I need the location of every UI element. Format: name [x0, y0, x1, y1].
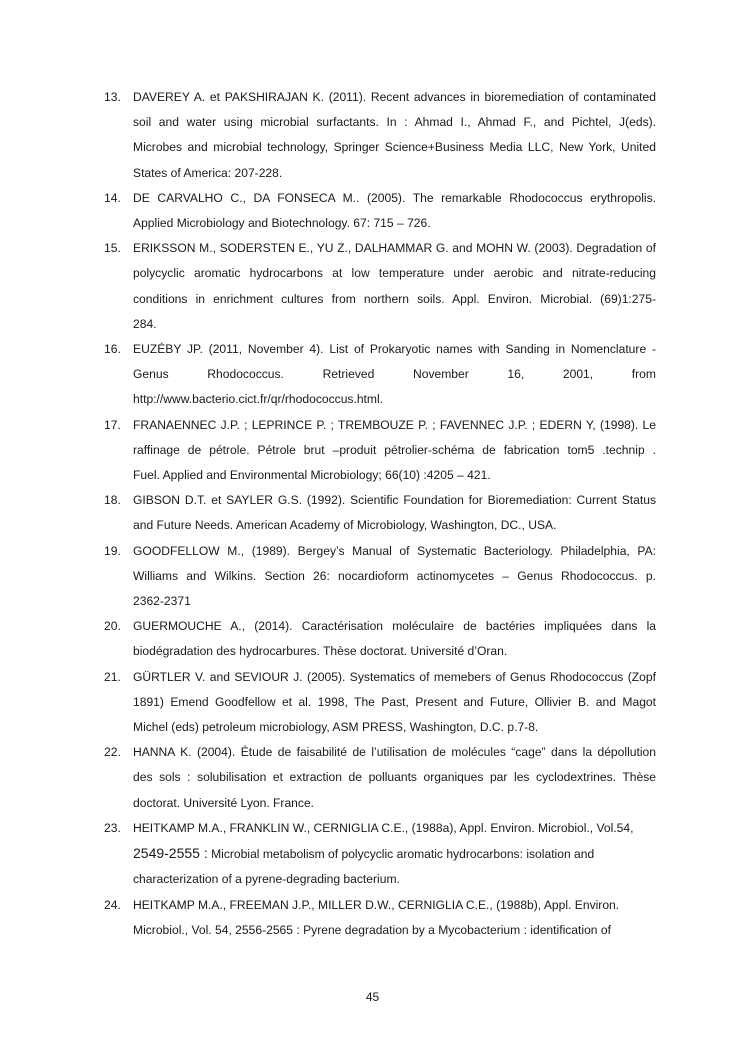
reference-line: HEITKAMP M.A., FRANKLIN W., CERNIGLIA C.E., (1988a), Appl. Environ. Microbiol., Vol.54,	[133, 820, 634, 835]
reference-line: doctorat. Université Lyon. France.	[133, 795, 315, 810]
reference-list	[104, 85, 656, 943]
reference-line: States of America: 207-228.	[133, 165, 283, 180]
reference-line: GOODFELLOW M., (1989). Bergey’s Manual of Systematic Bacteriology. Philadelphia, PA:	[133, 543, 656, 558]
reference-item	[104, 488, 656, 538]
reference-number: 17.	[104, 417, 121, 432]
reference-pages: 2549-2555 :	[133, 845, 208, 862]
reference-line: GÜRTLER V. and SEVIOUR J. (2005). Systematics of memebers of Genus Rhodococcus (Zopf	[133, 669, 656, 684]
reference-line: Fuel. Applied and Environmental Microbiology; 66(10) :4205 – 421.	[133, 468, 491, 483]
reference-number: 22.	[104, 745, 121, 760]
reference-line: soil and water using microbial surfactants. In : Ahmad I., Ahmad F., and Pichtel, J(eds).	[133, 115, 656, 130]
reference-line: FRANAENNEC J.P. ; LEPRINCE P. ; TREMBOUZE P. ; FAVENNEC J.P. ; EDERN Y, (1998). Le	[133, 417, 656, 432]
reference-line: Microbes and microbial technology, Springer Science+Business Media LLC, New York, United	[133, 140, 656, 155]
reference-number: 16.	[104, 342, 121, 357]
reference-number: 18.	[104, 493, 121, 508]
reference-line: des sols : solubilisation et extraction de polluants organiques par les cyclodextrines. Thèse	[133, 770, 656, 785]
reference-line: HANNA K. (2004). Étude de faisabilité de l’utilisation de molécules “cage” dans la dépollution	[133, 745, 656, 760]
reference-line: and Future Needs. American Academy of Microbiology, Washington, DC., USA.	[133, 518, 557, 533]
reference-line: 2362-2371	[133, 594, 191, 609]
reference-number: 21.	[104, 669, 121, 684]
reference-line-text: Microbial metabolism of polycyclic aromatic hydrocarbons: isolation and	[207, 847, 595, 862]
page-number: 45	[365, 990, 380, 1004]
reference-line: characterization of a pyrene-degrading bacterium.	[133, 872, 400, 887]
reference-number: 19.	[104, 543, 121, 558]
reference-line: polycyclic aromatic hydrocarbons at low temperature under aerobic and nitrate-reducing	[133, 266, 656, 281]
reference-item	[104, 85, 656, 186]
reference-item	[104, 816, 656, 893]
reference-number: 15.	[104, 241, 121, 256]
reference-line: Microbiol., Vol. 54, 2556-2565 : Pyrene degradation by a Mycobacterium : identification of	[133, 922, 611, 937]
reference-line: EUZÉBY JP. (2011, November 4). List of Prokaryotic names with Sanding in Nomenclature -	[133, 342, 656, 357]
reference-line: http://www.bacterio.cict.fr/qr/rhodococcus.html.	[133, 392, 384, 407]
reference-line: 1891) Emend Goodfellow et al. 1998, The Past, Present and Future, Ollivier B. and Magot	[133, 694, 656, 709]
reference-line: GUERMOUCHE A., (2014). Caractérisation moléculaire de bactéries impliquées dans la	[133, 619, 656, 634]
reference-line: biodégradation des hydrocarbures. Thèse doctorat. Université d’Oran.	[133, 644, 508, 659]
reference-item	[104, 337, 656, 413]
reference-line	[133, 841, 656, 867]
reference-item	[104, 614, 656, 664]
reference-item	[104, 740, 656, 816]
reference-item	[104, 893, 656, 943]
reference-line: conditions in enrichment cultures from northern soils. Appl. Environ. Microbial. (69)1:275-	[133, 291, 656, 306]
reference-number: 20.	[104, 619, 121, 634]
reference-line: ERIKSSON M., SODERSTEN E., YU Z., DALHAMMAR G. and MOHN W. (2003). Degradation of	[133, 241, 656, 256]
reference-item	[104, 539, 656, 615]
reference-number: 14.	[104, 190, 121, 205]
reference-line: GIBSON D.T. et SAYLER G.S. (1992). Scientific Foundation for Bioremediation: Current Status	[133, 493, 656, 508]
reference-line: raffinage de pétrole. Pétrole brut –produit pétrolier-schéma de fabrication tom5 .technip .	[133, 442, 656, 457]
reference-line: DAVEREY A. et PAKSHIRAJAN K. (2011). Recent advances in bioremediation of contaminated	[133, 90, 656, 104]
reference-number: 24.	[104, 897, 121, 912]
reference-line: Applied Microbiology and Biotechnology. 67: 715 – 726.	[133, 216, 431, 231]
reference-item	[104, 665, 656, 741]
reference-line: Williams and Wilkins. Section 26: nocardioform actinomycetes – Genus Rhodococcus. p.	[133, 568, 656, 583]
reference-number: 13.	[104, 90, 121, 104]
reference-line: Genus Rhodococcus. Retrieved November 16, 2001, from	[133, 367, 656, 382]
reference-item	[104, 413, 656, 489]
reference-item	[104, 186, 656, 236]
reference-number: 23.	[104, 820, 121, 835]
reference-line: Michel (eds) petroleum microbiology, ASM PRESS, Washington, D.C. p.7-8.	[133, 720, 539, 735]
reference-line: HEITKAMP M.A., FREEMAN J.P., MILLER D.W., CERNIGLIA C.E., (1988b), Appl. Environ.	[133, 897, 620, 912]
reference-line: 284.	[133, 316, 157, 331]
reference-item	[104, 236, 656, 337]
reference-line: DE CARVALHO C., DA FONSECA M.. (2005). The remarkable Rhodococcus erythropolis.	[133, 190, 656, 205]
